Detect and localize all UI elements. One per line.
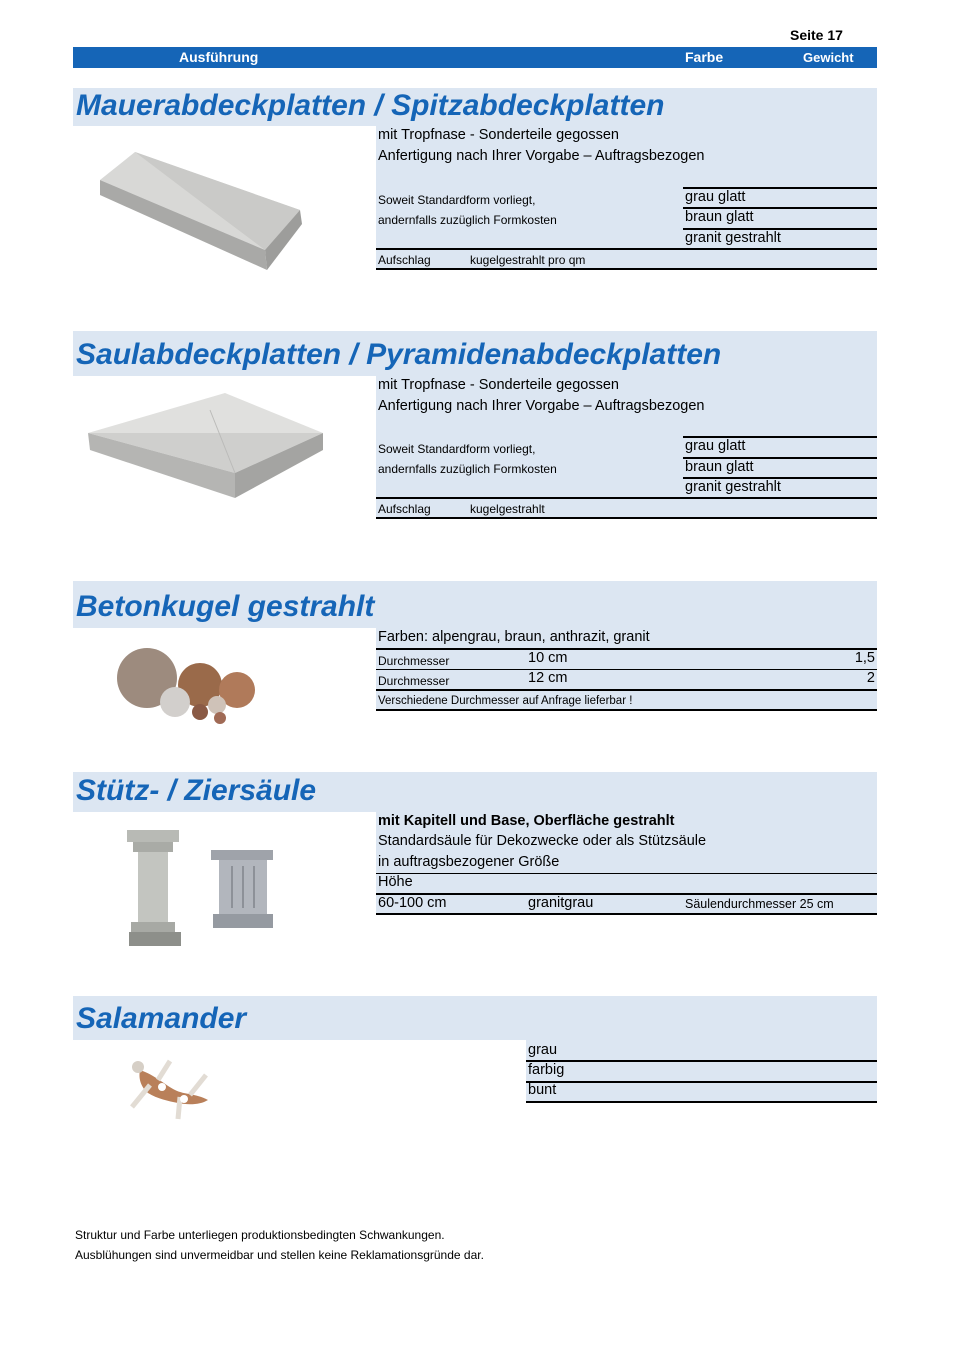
color-option: granit gestrahlt <box>685 230 781 246</box>
section-title: Salamander <box>76 1002 247 1035</box>
wall-cap-plate-image <box>95 150 310 275</box>
section-title-band <box>73 996 877 1040</box>
description-line: mit Tropfnase - Sonderteile gegossen <box>378 377 619 393</box>
row-divider <box>376 517 877 519</box>
section-title-band <box>73 772 877 812</box>
height-label: Höhe <box>378 874 413 890</box>
column-header-bar <box>73 47 877 68</box>
pyramid-cap-plate-image <box>85 388 325 508</box>
surcharge-label: Aufschlag <box>378 253 431 267</box>
diameter-label: Durchmesser <box>378 674 450 688</box>
row-divider <box>376 873 877 874</box>
color-option: braun glatt <box>685 459 754 475</box>
weight-value: 2 <box>866 670 875 686</box>
diameter-label: Durchmesser <box>378 654 450 668</box>
color-option: bunt <box>528 1082 557 1098</box>
surcharge-label: Aufschlag <box>378 502 431 516</box>
description-line: mit Kapitell und Base, Oberfläche gestrahlt <box>378 813 675 829</box>
color-option: braun glatt <box>685 209 754 225</box>
color-option: grau glatt <box>685 189 746 205</box>
note-line: Soweit Standardform vorliegt, <box>378 193 536 207</box>
diameter-value: 10 cm <box>528 650 568 666</box>
page-number: Seite 17 <box>790 27 843 43</box>
description-line: Anfertigung nach Ihrer Vorgabe – Auftragsbezogen <box>378 398 705 414</box>
header-color: Farbe <box>685 49 724 65</box>
header-weight: Gewicht <box>803 50 854 65</box>
description-line: mit Tropfnase - Sonderteile gegossen <box>378 127 619 143</box>
description-line: in auftragsbezogener Größe <box>378 854 560 870</box>
surcharge-text: kugelgestrahlt <box>470 502 545 516</box>
surcharge-text: kugelgestrahlt pro qm <box>470 253 586 267</box>
row-divider <box>526 1081 877 1083</box>
weight-value: 1,5 <box>854 650 875 666</box>
color-option: granit gestrahlt <box>685 479 781 495</box>
section-title: Stütz- / Ziersäule <box>76 774 317 807</box>
section-title: Betonkugel gestrahlt <box>76 590 375 623</box>
section-title-band <box>73 581 877 628</box>
note-line: andernfalls zuzüglich Formkosten <box>378 462 557 476</box>
section-title-band <box>73 88 877 126</box>
concrete-balls-image <box>112 640 262 730</box>
section-title-band <box>73 331 877 376</box>
row-divider <box>376 689 877 691</box>
salamander-image <box>120 1055 220 1125</box>
row-divider <box>376 709 877 711</box>
section-title: Saulabdeckplatten / Pyramidenabdeckplatten <box>76 338 722 371</box>
note-line: Soweit Standardform vorliegt, <box>378 442 536 456</box>
disclaimer-line: Ausblühungen sind unvermeidbar und stellen keine Reklamationsgründe dar. <box>75 1248 484 1262</box>
section-title: Mauerabdeckplatten / Spitzabdeckplatten <box>76 89 665 122</box>
note-line: andernfalls zuzüglich Formkosten <box>378 213 557 227</box>
colors-line: Farben: alpengrau, braun, anthrazit, granit <box>378 629 650 645</box>
row-divider <box>376 268 877 270</box>
row-divider <box>376 248 877 250</box>
description-line: Anfertigung nach Ihrer Vorgabe – Auftragsbezogen <box>378 148 705 164</box>
header-execution: Ausführung <box>179 49 259 65</box>
height-value: 60-100 cm <box>378 895 447 911</box>
column-image <box>125 828 185 950</box>
color-option: grau glatt <box>685 438 746 454</box>
diameter-value: 12 cm <box>528 670 568 686</box>
row-divider <box>376 893 877 895</box>
color-option: farbig <box>528 1062 565 1078</box>
availability-note: Verschiedene Durchmesser auf Anfrage lieferbar ! <box>378 695 633 707</box>
description-line: Standardsäule für Dekozwecke oder als Stützsäule <box>378 833 707 849</box>
diameter-value: Säulendurchmesser 25 cm <box>685 897 834 911</box>
row-divider <box>526 1101 877 1103</box>
disclaimer-line: Struktur und Farbe unterliegen produktionsbedingten Schwankungen. <box>75 1228 445 1242</box>
color-value: granitgrau <box>528 895 594 911</box>
color-option: grau <box>528 1042 558 1058</box>
pedestal-image <box>208 848 278 932</box>
section-info-band <box>526 1040 877 1102</box>
row-divider <box>376 913 877 915</box>
row-divider <box>376 497 877 499</box>
row-divider <box>526 1060 877 1062</box>
